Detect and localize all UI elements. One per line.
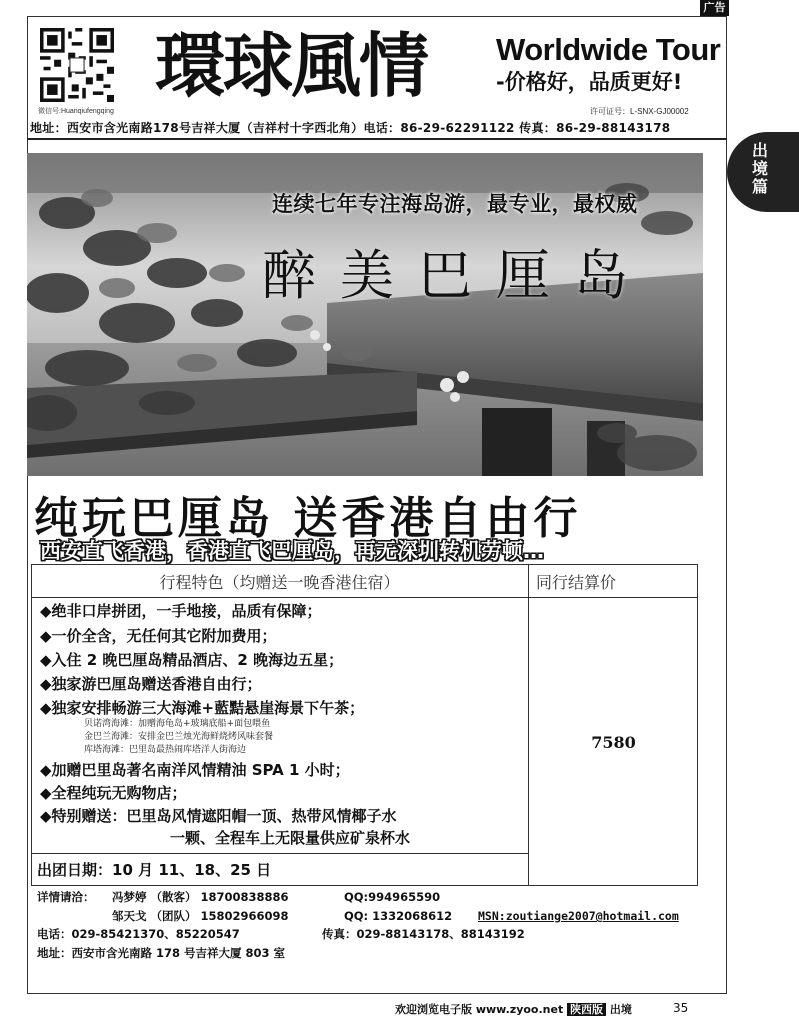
feature-item: ◆全程纯玩无购物店； [40,784,187,802]
brand-english: Worldwide Tour [496,32,721,67]
trade-price: 7580 [591,733,636,752]
page-footer [395,1001,632,1017]
ad-tag: 广告 [700,0,729,16]
table-header-price: 同行结算价 [536,573,617,592]
section-tab-char-1: 出 [751,141,768,160]
qr-code-icon [40,28,114,102]
contact-qq-group: QQ: 1332068612 [344,909,453,923]
contact-msn: MSN:zoutiange2007@hotmail.com [478,909,679,923]
license-number: 许可证号：L-SNX-GJ00002 [590,107,689,116]
section-tab [727,132,799,212]
main-slogan: 纯玩巴厘岛 送香港自由行 [34,493,582,544]
feature-item: ◆独家安排畅游三大海滩+藍黠悬崖海景下午茶； [40,699,365,717]
qr-caption: 微信号:Huanqiufengqing [38,108,114,115]
feature-item: ◆独家游巴厘岛赠送香港自由行； [40,675,262,693]
company-contact-line: 地址：西安市含光南路178号吉祥大厦（吉祥村十字西北角）电话：86-29-62291122 传真：86-29-88143178 [30,121,671,135]
feature-item: ◆入住 2 晚巴厘岛精品酒店、2 晚海边五星； [40,651,344,669]
hero-title: 醉美巴厘岛 [262,244,652,307]
beach-detail: 金巴兰海滩：安排金巴兰烛光海鲜烧烤风味套餐 [84,732,274,742]
beach-detail: 贝诺湾海滩：加赠海龟岛+玻璃底船+面包喂鱼 [84,719,271,729]
section-tab-char-2: 境 [751,159,768,178]
brand-name: 環球風情 [155,24,427,107]
route-slogan: 西安直飞香港，香港直飞巴厘岛，再无深圳转机劳顿… [40,539,544,563]
footer-website: 欢迎浏览电子版 www.zyoo.net [395,1003,564,1016]
brand-slogan: -价格好，品质更好! [496,70,683,94]
beach-detail: 库塔海滩：巴里岛最热闹库塔洋人街海边 [84,745,247,755]
contact-label: 详情请洽： [37,890,95,904]
feature-item: ◆一价全含，无任何其它附加费用； [40,627,277,645]
hero-tagline: 连续七年专注海岛游，最专业，最权威 [272,192,638,216]
table-header-divider [31,597,698,598]
contact-qq-retail: QQ:994965590 [344,890,441,904]
contact-phone: 电话：029-85421370、85220547 [37,927,240,941]
contact-fax: 传真：029-88143178、88143192 [322,927,525,941]
table-column-divider [528,564,529,886]
feature-item: ◆加赠巴里岛著名南洋风情精油 SPA 1 小时； [40,761,350,779]
contact-address: 地址：西安市含光南路 178 号吉祥大厦 803 室 [37,946,286,960]
table-header-features: 行程特色（均赠送一晚香港住宿） [159,573,400,592]
table-dates-divider [31,853,529,854]
contact-person-retail: 冯梦婷 （散客） 18700838886 [112,890,289,904]
feature-item-continued: 一颗、全程车上无限量供应矿泉杯水 [170,829,411,847]
feature-item: ◆绝非口岸拼团，一手地接，品质有保障； [40,602,322,620]
contact-person-group: 邹天戈 （团队） 15802966098 [112,909,289,923]
section-tab-char-3: 篇 [751,177,768,196]
departure-dates: 出团日期：10 月 11、18、25 日 [37,861,272,879]
header-divider [27,138,727,140]
feature-item: ◆特别赠送：巴里岛风情遮阳帽一顶、热带风情椰子水 [40,807,397,825]
footer-section: 出境 [609,1003,632,1016]
page-number: 35 [673,1001,689,1015]
edition-badge: 陕西版 [567,1003,606,1016]
